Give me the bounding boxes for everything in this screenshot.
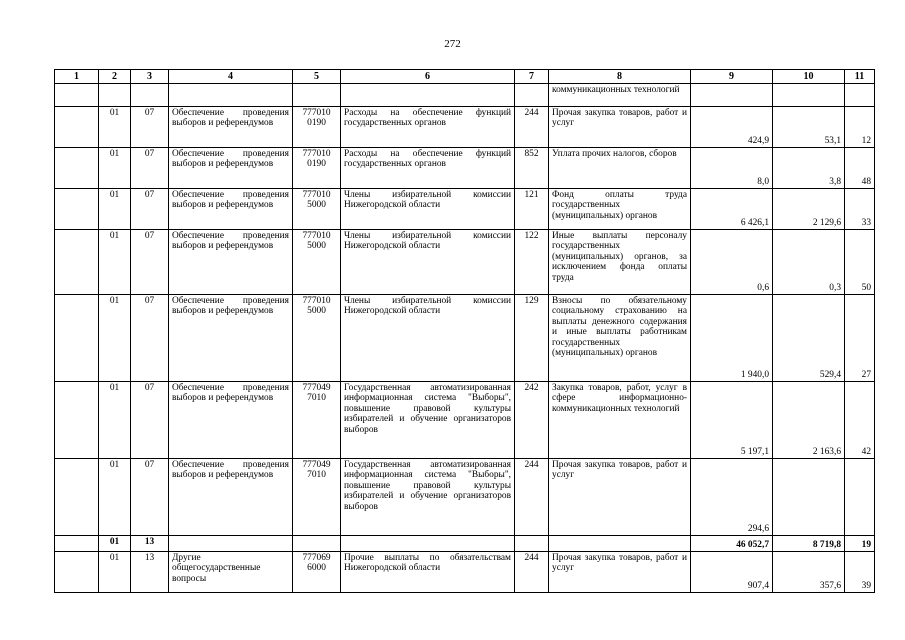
cell-target-code: 777049 7010 (293, 382, 341, 459)
cell-subsection: 07 (131, 148, 169, 189)
cell-expense-code (515, 536, 549, 552)
column-header: 4 (169, 70, 293, 84)
cell-col1 (55, 189, 99, 230)
cell-expense-code: 244 (515, 107, 549, 148)
cell-target-name: Члены избирательной комиссии Нижегородской области (341, 189, 515, 230)
cell-expense-code: 244 (515, 459, 549, 536)
column-header: 9 (691, 70, 773, 84)
cell-subsection: 07 (131, 295, 169, 382)
cell-executed: 2 129,6 (773, 189, 845, 230)
cell-purpose: Другие общегосударственные вопросы (169, 552, 293, 593)
cell-target-name: Члены избирательной комиссии Нижегородской области (341, 295, 515, 382)
table-row (55, 230, 875, 295)
cell-target-name: Расходы на обеспечение функций государственных органов (341, 148, 515, 189)
cell-expense-name: Иные выплаты персоналу государственных (муниципальных) органов, за исключением фонда оплаты труда (549, 230, 691, 295)
cell-percent: 27 (845, 295, 875, 382)
cell-plan: 294,6 (691, 459, 773, 536)
cell-percent: 33 (845, 189, 875, 230)
cell-executed: 8 719,8 (773, 536, 845, 552)
table-row (55, 189, 875, 230)
cell-section: 01 (99, 552, 131, 593)
cell-subsection (131, 84, 169, 107)
column-header: 5 (293, 70, 341, 84)
cell-section (99, 84, 131, 107)
table-row (55, 382, 875, 459)
cell-target-code: 777010 5000 (293, 189, 341, 230)
cell-target-code: 777069 6000 (293, 552, 341, 593)
table-row (55, 84, 875, 107)
table-row (55, 295, 875, 382)
cell-percent: 19 (845, 536, 875, 552)
cell-plan: 424,9 (691, 107, 773, 148)
cell-plan: 1 940,0 (691, 295, 773, 382)
cell-expense-code: 244 (515, 552, 549, 593)
cell-purpose: Обеспечение проведения выборов и референдумов (169, 295, 293, 382)
cell-percent: 48 (845, 148, 875, 189)
cell-subsection: 07 (131, 230, 169, 295)
cell-purpose: Обеспечение проведения выборов и референдумов (169, 107, 293, 148)
cell-percent: 50 (845, 230, 875, 295)
cell-target-code: 777010 5000 (293, 295, 341, 382)
cell-purpose: Обеспечение проведения выборов и референдумов (169, 459, 293, 536)
cell-col1 (55, 84, 99, 107)
cell-expense-name: Закупка товаров, работ, услуг в сфере информационно-коммуникационных технологий (549, 382, 691, 459)
cell-executed: 3,8 (773, 148, 845, 189)
column-header: 3 (131, 70, 169, 84)
cell-plan: 907,4 (691, 552, 773, 593)
cell-expense-code: 242 (515, 382, 549, 459)
cell-executed: 2 163,6 (773, 382, 845, 459)
column-header: 8 (549, 70, 691, 84)
cell-percent: 39 (845, 552, 875, 593)
cell-subsection: 13 (131, 552, 169, 593)
cell-purpose: Обеспечение проведения выборов и референдумов (169, 230, 293, 295)
table-row-total (55, 536, 875, 552)
cell-plan: 46 052,7 (691, 536, 773, 552)
cell-col1 (55, 536, 99, 552)
header-row (55, 70, 875, 84)
cell-executed (773, 84, 845, 107)
cell-subsection: 07 (131, 107, 169, 148)
cell-target-name (341, 536, 515, 552)
cell-subsection: 07 (131, 459, 169, 536)
cell-section: 01 (99, 295, 131, 382)
cell-target-code: 777049 7010 (293, 459, 341, 536)
cell-executed (773, 459, 845, 536)
cell-target-code (293, 84, 341, 107)
table-row (55, 148, 875, 189)
cell-purpose: Обеспечение проведения выборов и референдумов (169, 148, 293, 189)
cell-section: 01 (99, 536, 131, 552)
cell-expense-name: Прочая закупка товаров, работ и услуг (549, 107, 691, 148)
cell-percent: 42 (845, 382, 875, 459)
cell-expense-code: 852 (515, 148, 549, 189)
column-header: 1 (55, 70, 99, 84)
cell-section: 01 (99, 230, 131, 295)
cell-target-code: 777010 0190 (293, 148, 341, 189)
cell-purpose: Обеспечение проведения выборов и референдумов (169, 382, 293, 459)
column-header: 7 (515, 70, 549, 84)
cell-expense-name: Прочая закупка товаров, работ и услуг (549, 459, 691, 536)
cell-plan: 0,6 (691, 230, 773, 295)
cell-subsection: 07 (131, 382, 169, 459)
cell-percent (845, 84, 875, 107)
cell-subsection: 13 (131, 536, 169, 552)
cell-purpose (169, 536, 293, 552)
cell-executed: 53,1 (773, 107, 845, 148)
cell-target-code (293, 536, 341, 552)
cell-col1 (55, 230, 99, 295)
cell-target-name: Государственная автоматизированная информационная система "Выборы", повышение правовой культуры избирателей и обучение организаторов выборов (341, 459, 515, 536)
cell-purpose (169, 84, 293, 107)
table-row (55, 552, 875, 593)
cell-expense-name: Уплата прочих налогов, сборов (549, 148, 691, 189)
cell-percent (845, 459, 875, 536)
cell-col1 (55, 107, 99, 148)
cell-col1 (55, 382, 99, 459)
cell-expense-code: 121 (515, 189, 549, 230)
cell-section: 01 (99, 189, 131, 230)
cell-section: 01 (99, 148, 131, 189)
cell-executed: 529,4 (773, 295, 845, 382)
column-header: 6 (341, 70, 515, 84)
cell-target-name: Расходы на обеспечение функций государственных органов (341, 107, 515, 148)
cell-executed: 0,3 (773, 230, 845, 295)
cell-section: 01 (99, 459, 131, 536)
cell-col1 (55, 459, 99, 536)
column-header: 10 (773, 70, 845, 84)
budget-table (54, 69, 875, 593)
cell-col1 (55, 295, 99, 382)
cell-purpose: Обеспечение проведения выборов и референдумов (169, 189, 293, 230)
cell-target-name: Члены избирательной комиссии Нижегородской области (341, 230, 515, 295)
cell-expense-code: 122 (515, 230, 549, 295)
cell-plan (691, 84, 773, 107)
table-row (55, 459, 875, 536)
cell-section: 01 (99, 382, 131, 459)
cell-expense-name: Взносы по обязательному социальному страхованию на выплаты денежного содержания и иные выплаты работникам государственных (муниципальных) органов (549, 295, 691, 382)
cell-expense-name: Прочая закупка товаров, работ и услуг (549, 552, 691, 593)
cell-col1 (55, 552, 99, 593)
cell-expense-code (515, 84, 549, 107)
column-header: 11 (845, 70, 875, 84)
cell-expense-name: Фонд оплаты труда государственных (муниципальных) органов (549, 189, 691, 230)
cell-percent: 12 (845, 107, 875, 148)
cell-target-name (341, 84, 515, 107)
cell-plan: 5 197,1 (691, 382, 773, 459)
cell-plan: 8,0 (691, 148, 773, 189)
cell-expense-name (549, 536, 691, 552)
page-number: 272 (444, 38, 461, 50)
column-header: 2 (99, 70, 131, 84)
cell-expense-code: 129 (515, 295, 549, 382)
cell-target-code: 777010 5000 (293, 230, 341, 295)
table-row (55, 107, 875, 148)
cell-target-name: Государственная автоматизированная информационная система "Выборы", повышение правовой культуры избирателей и обучение организаторов выборов (341, 382, 515, 459)
cell-expense-name: коммуникационных технологий (549, 84, 691, 107)
cell-target-name: Прочие выплаты по обязательствам Нижегородской области (341, 552, 515, 593)
cell-subsection: 07 (131, 189, 169, 230)
cell-executed: 357,6 (773, 552, 845, 593)
cell-target-code: 777010 0190 (293, 107, 341, 148)
cell-col1 (55, 148, 99, 189)
cell-plan: 6 426,1 (691, 189, 773, 230)
cell-section: 01 (99, 107, 131, 148)
